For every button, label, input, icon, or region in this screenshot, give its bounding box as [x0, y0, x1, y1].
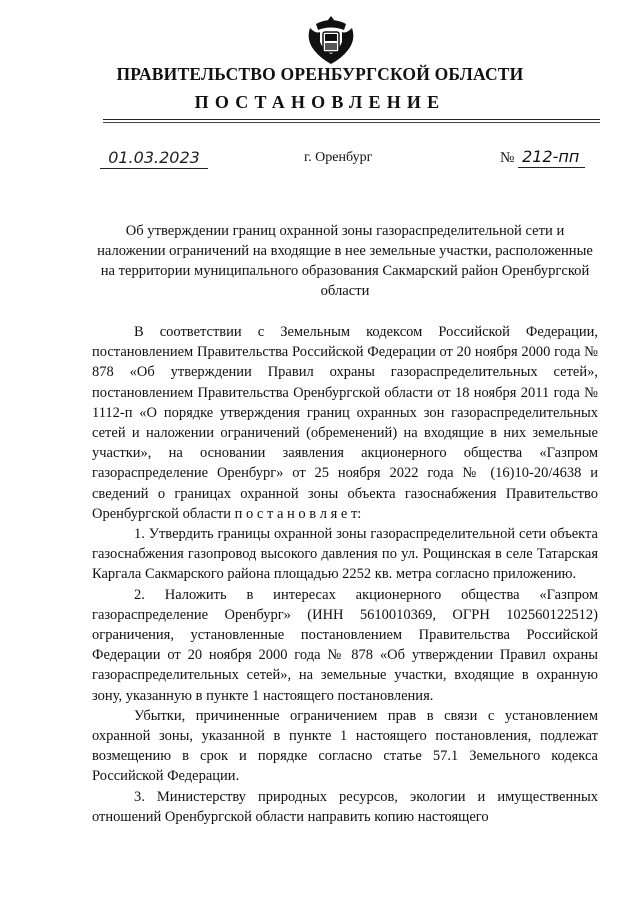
- number-value: 212-пп: [518, 147, 585, 168]
- body-paragraph: 1. Утвердить границы охранной зоны газораспределительной сети объекта газоснабжения газопровод высокого давления по ул. Рощинская в селе Татарская Каргала Сакмарского района площадью 2252 кв. метра согласно приложению.: [92, 526, 598, 583]
- body-paragraph: Убытки, причиненные ограничением прав в связи с установлением охранной зоны, указанной в пункте 1 настоящего постановления, подлежат возмещению в срок и порядке согласно статье 57.1 Земельного кодекса Российской Федерации.: [92, 707, 598, 785]
- decree-body: [92, 322, 598, 827]
- body-paragraph: 3. Министерству природных ресурсов, экологии и имущественных отношений Оренбургской области направить копию настоящего: [92, 788, 598, 825]
- body-paragraph: В соответствии с Земельным кодексом Российской Федерации, постановлением Правительства Российской Федерации от 20 ноября 2000 года № 878 «Об утверждении Правил охраны газораспределительных сетей», постановлением Правительства Оренбургской области от 18 ноября 2011 года № 1112-п «О порядке утверждения границ охранных зон газораспределительных сетей и наложении ограничений (обременений) на входящие в них земельные участки», на основании заявления акционерного общества «Газпром газораспределение Оренбург» от 25 ноября 2022 года № (16)10-20/4638 и сведений о границах охранной зоны объекта газоснабжения Правительство Оренбургской области п о с т а н о в л я е т:: [92, 324, 598, 522]
- decree-date: 01.03.2023: [100, 148, 208, 169]
- decree-city: г. Оренбург: [304, 150, 373, 165]
- body-paragraph: 2. Наложить в интересах акционерного общества «Газпром газораспределение Оренбург» (ИНН 5610010369, ОГРН 102560122512) ограничения, установленные постановлением Правительства Российской Федерации от 20 ноября 2000 года № 878 «Об утверждении Правил охраны газораспределительных сетей», на земельные участки, входящие в охранную зону, указанную в пункте 1 настоящего постановления.: [92, 586, 598, 704]
- number-sign: №: [500, 150, 515, 166]
- government-title: ПРАВИТЕЛЬСТВО ОРЕНБУРГСКОЙ ОБЛАСТИ: [116, 64, 524, 84]
- decree-number: [500, 147, 585, 167]
- document-type-title: ПОСТАНОВЛЕНИЕ: [194, 92, 446, 112]
- header-rule-thick: [103, 119, 600, 120]
- header-rule-thin: [103, 122, 600, 123]
- coat-of-arms-emblem: [306, 12, 356, 66]
- decree-subject: Об утверждении границ охранной зоны газораспределительной сети и наложении ограничений на входящие в нее земельные участки, расположенные на территории муниципального образования Сакмарский район Оренбургской области: [97, 223, 593, 299]
